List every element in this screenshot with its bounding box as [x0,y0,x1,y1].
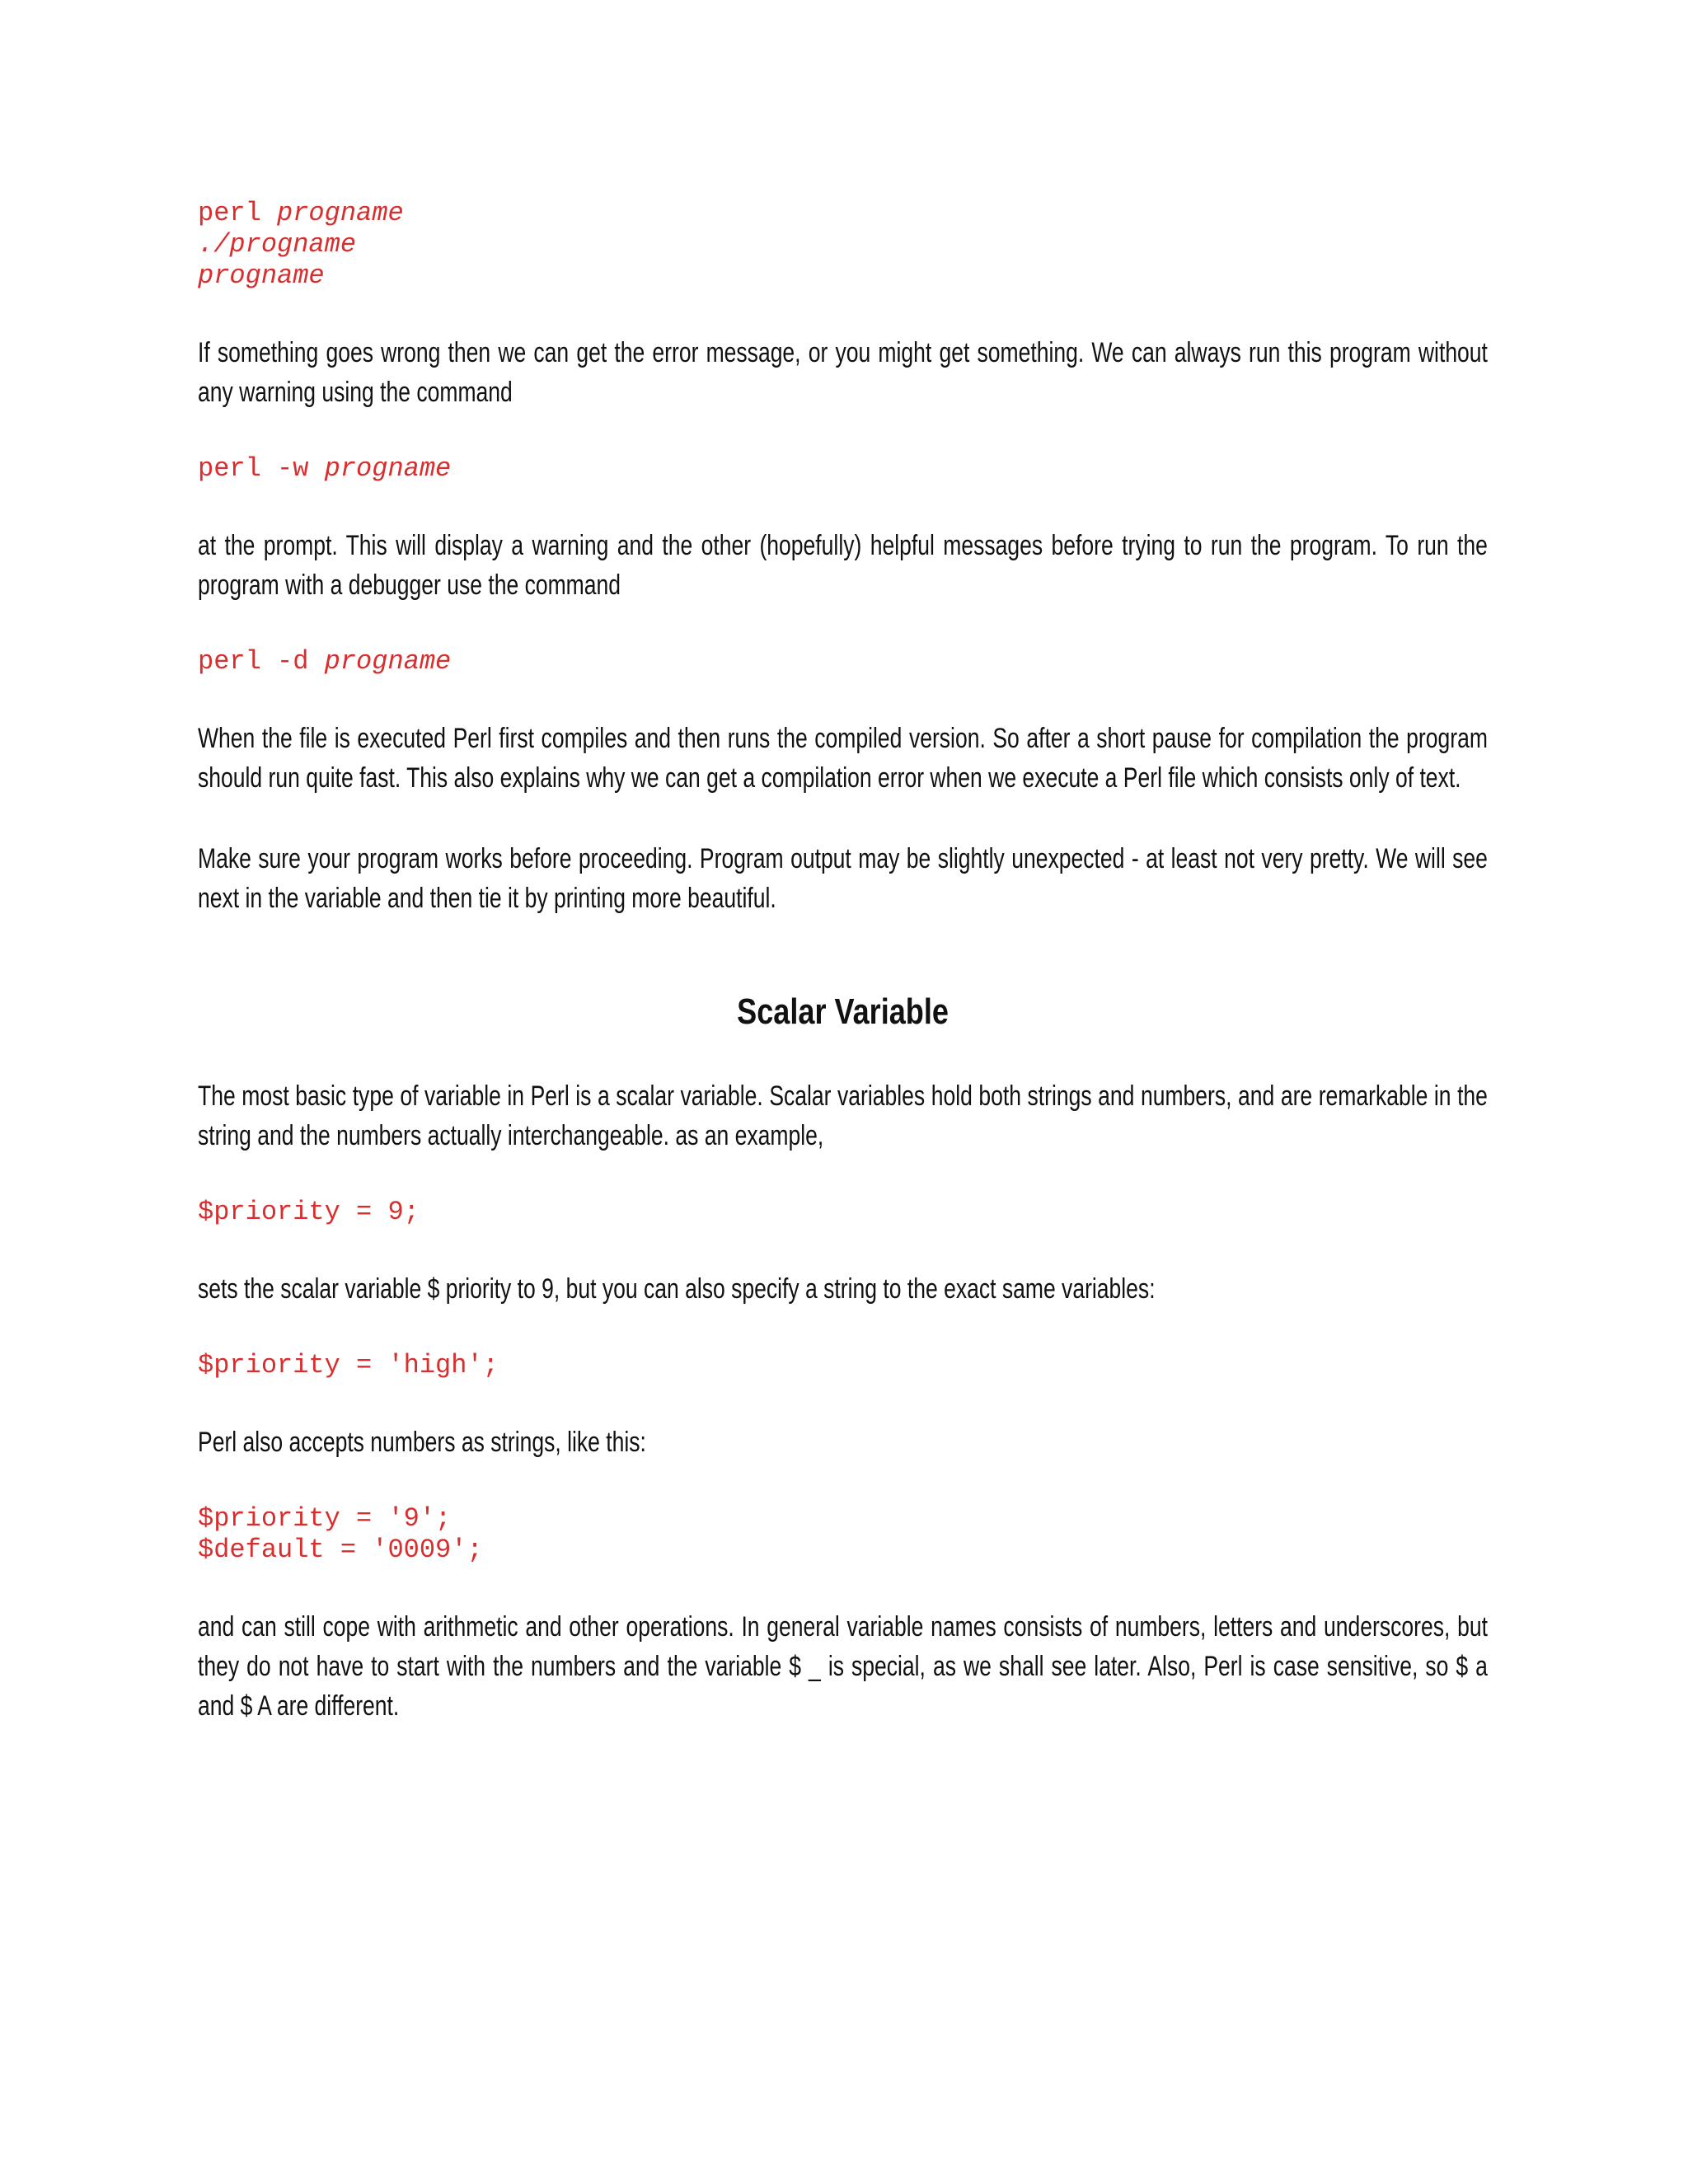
code-line: progname [198,260,325,291]
paragraph: at the prompt. This will display a warning and the other (hopefully) helpful messages before trying to run the program. To run the program with a debugger use the command [198,530,1488,601]
code-block-run-commands [198,198,1488,292]
paragraph: When the file is executed Perl first compiles and then runs the compiled version. So after a short pause for compilation the program should run quite fast. This also explains why we can get a compilation error when we execute a Perl file which consists only of text. [198,723,1488,794]
paragraph: sets the scalar variable $ priority to 9, but you can also specify a string to the exact same variables: [198,1273,1156,1305]
code-block-numeric-strings [198,1503,1488,1566]
code-line: perl -w [198,453,325,484]
paragraph: and can still cope with arithmetic and other operations. In general variable names consists of numbers, letters and underscores, but they do not have to start with the numbers and the variable $ _ is special, as we shall see later. Also, Perl is case sensitive, so $ a and $ A are different. [198,1611,1488,1722]
code-block-debugger [198,646,1488,677]
page-content [198,198,1488,1726]
paragraph: If something goes wrong then we can get the error message, or you might get something. We can always run this program without any warning using the command [198,337,1488,408]
code-line: $priority = '9'; [198,1503,452,1534]
code-line: perl -d [198,646,325,677]
section-heading-text: Scalar Variable [737,991,949,1032]
code-arg: progname [324,646,452,677]
code-line: ./progname [198,229,357,260]
code-block-scalar-number: $priority = 9; [198,1197,420,1227]
section-heading [198,989,1488,1035]
paragraph: Make sure your program works before proceeding. Program output may be slightly unexpected - at least not very pretty. We will see next in the variable and then tie it by printing more beautiful. [198,843,1488,914]
code-line: perl [198,198,278,228]
paragraph: The most basic type of variable in Perl is a scalar variable. Scalar variables hold both strings and numbers, and are remarkable in the string and the numbers actually interchangeable. as an example, [198,1080,1488,1151]
code-arg: progname [277,198,404,228]
code-line: $default = '0009'; [198,1535,483,1565]
code-arg: progname [324,453,452,484]
code-block-scalar-string: $priority = 'high'; [198,1350,499,1380]
paragraph: Perl also accepts numbers as strings, like this: [198,1427,646,1458]
code-block-warning [198,453,1488,485]
